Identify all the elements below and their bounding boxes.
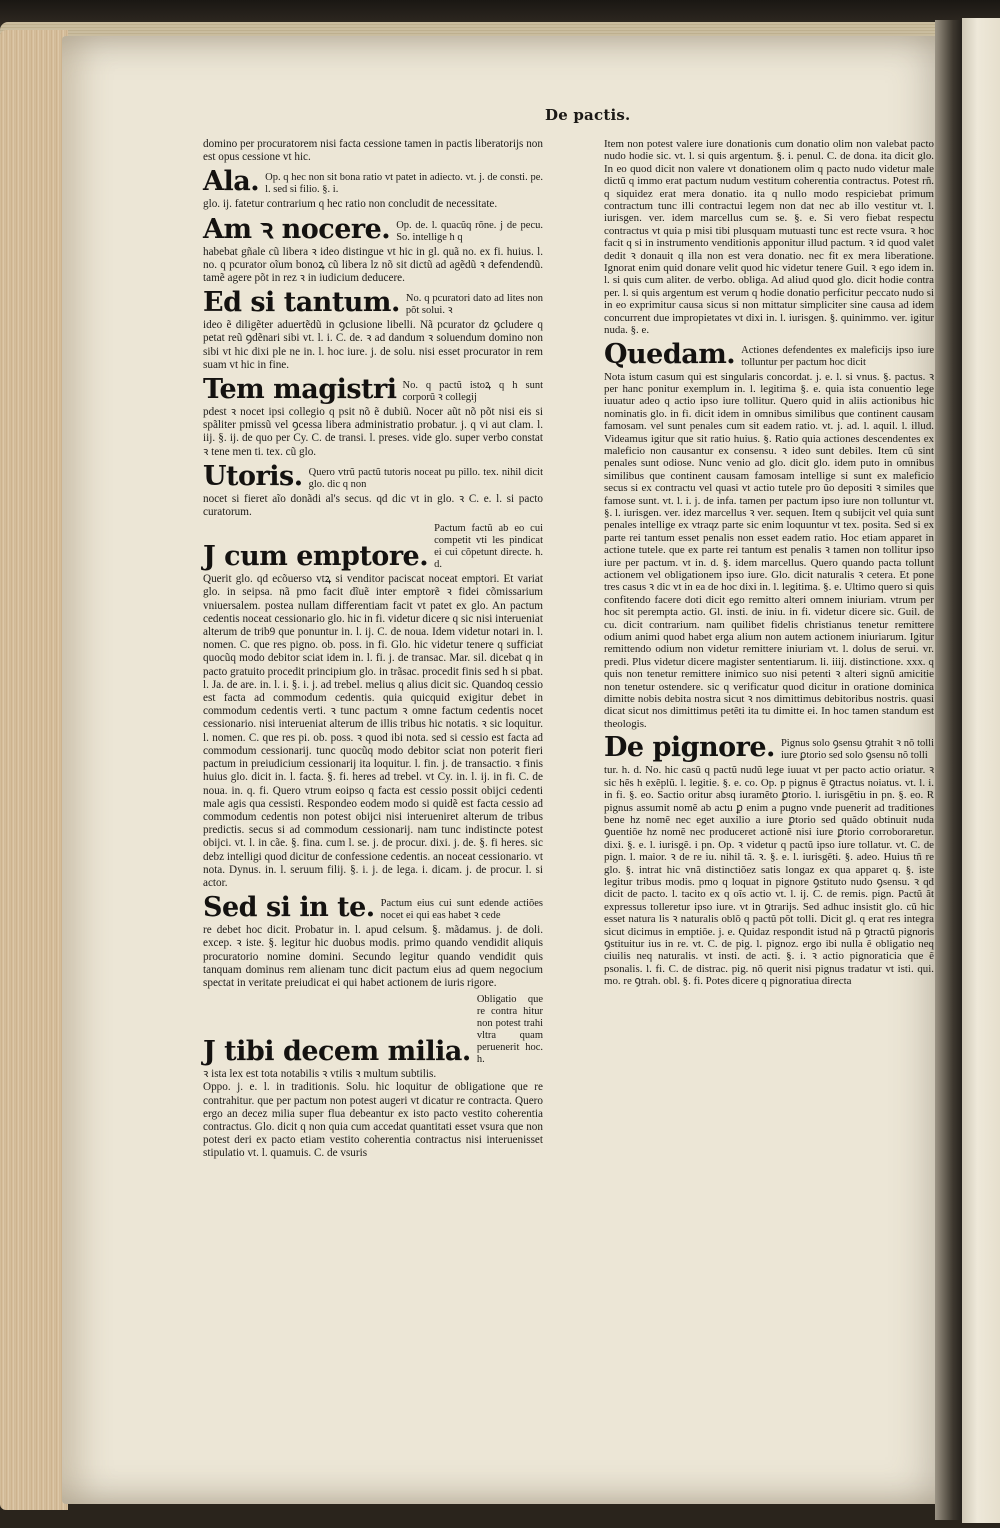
lemma-heading: Sed si in te. — [203, 892, 375, 924]
paragraph: Nota istum casum qui est singularis concordat. j. e. l. si vnus. §. pactus. ꝛ per hanc ponitur exemplum in. l. legitima §. e. quia ista conuentio lege iuuatur adeo q actio ipso iure tollitur. Quero quid in aliis actionibus hic nominatis glo. in fi. dicit idem in omnibus similibus que continent causam famosam. vel sunt penales cum sit eadem ratio. vt. j. ad. l. aquil. l. illud. Videamus igitur que sit ratio huius. §. Ratio quia actiones descendentes ex maleficio non causantur ex consensu. ꝛ ideo sunt debiles. Item cũ sint penales sunt odiose. Nunc venio ad glo. dicit glo. idem puto in omnibus similibus que continent causam famosam intellige si sunt ex maleficio secus si ex contractu vel quasi vt actio tutele pro ũo depositi ꝛ similes que famose sunt. vt. l. i. j. de infa. tamen per pactum ipso iure non tolluntur vt. §. l. iurisgen. ver. idez marcellus ꝛ ver. sequen. Item q subijcit vel quia sunt penales intellige ex vtraqz parte sic enim loquuntur vt tex. posita. Sed si ex parte rei tantum esset penalis non esset eadem ratio. Hoc etiam apparet in actione tutele. que ex parte rei tantum est penalis ꝛ tamen non tollitur ipso iure per pactum. vt in. d. §. idem marcellus. Quero quando pacta tollunt actionem vel obligationem ipso iure. Glo. dicit naturalis ꝛ cetera. Et pone tres casus ꝛ dic vt in ea de hoc dixi in. l. legitima. §. e. Ultimo quero si quis confitendo facere doti dicit ego remitto alteri omnem iniuriam. vtrum per hoc sit perempta actio. Gl. insti. de iniu. in fi. videtur dicere sic. Guil. de cu. dicit contrarium. nam quilibet fidelis christianus tenetur remittere odium animi quod habet erga alium non autem actionem iniuriarum. Igitur remittendo odium non videtur remittere iniuriam vt. l. dolus de serui. vr. predi. Plus videtur dicere magister sententiarum. li. iiij. distinctione. xxx. q quis non tenetur remittere inimico suo nisi petenti ꝛ alteri signũ amicitie non tenetur ostendere. sic q verificatur quod dicitur in oratione dominica dimitte nobis debita nostra sicut ꝛ nos dimittimus debitoribus nostris. quasi dicat sicut nos dimittimus petẽti ita tu dimitte ei. In hoc tamen standum est theologis. — [604, 370, 934, 730]
book-gutter — [935, 20, 965, 1520]
left-column — [203, 138, 543, 1161]
paragraph: Item non potest valere iure donationis cum donatio olim non valebat pacto nudo hodie sic. vt. l. si quis argentum. §. i. penul. C. de dona. ita dicit glo. In eo quod dicit non valere vt donationem olim q pacto nudo videtur male dictũ q immo erat pactum nudum vestitum coherentia contractus. Potest rñ. q siquidez erat mera donatio. ita q nullo modo respiciebat primum contractum tunc illi contractui legem non dat nec ab illo vestitur vt. l. iurisgen. ver. idem marcellus cum se. §. e. Si vero fiebat respectu contractus vt quia p misi tibi plusquam mutuasti tunc est recte vsura. ꝛ hoc facit q si in instrumento venditionis apponitur illud pactum. ꝛ id quod valet dedit ꝛ donauit q illa non est vera donatio. nec fit ex mera liberatione. Ignorat enim quid donare velit quod hic videtur tenere Guil. ꝛ ego idem in. l. si quis cum aliter. de verbo. obliga. Ad aliud quod glo. dicit hodie contra per. l. si quis argentum est verum q hodie donatio perficitur peccato nudo si in eo exprimitur causa sicus si non mittatur simpliciter sine causa ad idem concurrent due impropietates vt dixi in. l. iurisgen. §. quinimmo. ver. igitur nuda. §. e. — [604, 138, 934, 337]
lemma-block — [203, 168, 543, 196]
lemma-block — [203, 213, 543, 245]
lemma-heading: J tibi decem milia. — [203, 1036, 471, 1068]
lemma-block — [604, 338, 934, 370]
lemma-gloss: No. q pactũ istoꝝ q h sunt corporũ ꝛ collegij — [402, 380, 543, 404]
facing-page — [962, 18, 1000, 1523]
lemma-gloss: Pactum factũ ab eo cui competit vti les pindicat ei cui cõpetunt directe. h. d. — [434, 523, 543, 571]
paragraph: ꝛ ista lex est tota notabilis ꝛ vtilis ꝛ multum subtilis. — [203, 1068, 437, 1081]
running-title: De pactis. — [545, 106, 631, 124]
paragraph: Oppo. j. e. l. in traditionis. Solu. hic loquitur de obligatione que re contrahitur. que per pactum non potest augeri vt dicatur re contracta. Quero ergo an decez milia super flua debeantur ex isto pacto vestito coherentia contractus. Glo. dicit q non quia cum accedat quantitati esset vsura que non potest deri ex pacto etiam vestito coherentia contractus nisi interuenisset stipulatio vt. l. quamuis. C. de vsuris — [203, 1081, 543, 1160]
paragraph: re debet hoc dicit. Probatur in. l. apud celsum. §. mãdamus. j. de doli. excep. ꝛ iste. §. legitur hic duobus modis. primo quando vendidit aliquis procuratorio nomine domini. Secundo legitur quando vendidit quis tanquam dominus rem alienam tunc dicit pactum eius ad quem negocium spectat in veritate preiudicat ei qui habet actionem de iuris rigore. — [203, 924, 543, 989]
lemma-gloss: Op. q hec non sit bona ratio vt patet in adiecto. vt. j. de consti. pe. l. sed si filio. §. i. — [265, 172, 543, 196]
lemma-block — [604, 734, 934, 762]
lemma-gloss: Op. de. l. quacũq rõne. j de pecu. So. intellige h q — [396, 219, 543, 243]
lemma-gloss: Pignus solo ꝯsensu ꝯtrahit ꝛ nõ tolli iure ꝑtorio sed solo ꝯsensu nõ tolli — [780, 738, 934, 762]
lemma-heading: Ala. — [203, 166, 260, 198]
lemma-gloss: Actiones defendentes ex maleficijs ipso iure tolluntur per pactum hoc dicit — [741, 344, 934, 368]
lemma-block — [203, 460, 543, 492]
paragraph: domino per procuratorem nisi facta cessione tamen in pactis liberatorijs non est opus cessione vt hic. — [203, 138, 543, 164]
lemma-gloss: Quero vtrũ pactũ tutoris noceat pu pillo. tex. nihil dicit glo. dic q non — [308, 466, 543, 490]
lemma-block — [203, 894, 543, 922]
lemma-heading: J cum emptore. — [203, 541, 429, 573]
paragraph: tur. h. d. No. hic casũ q pactũ nudũ lege iuuat vt per pacto actio oriatur. ꝛ sic hẽs h exẽplũ. l. legitie. §. e. co. Op. p pignus ẽ ꝯtractus noiatus. vt. l. i. in fi. §. eo. Sactio oritur absq iuramẽto ꝑtorio. l. iurisgẽtiu in pn. §. eo. R pignus assumit nomẽ ab actu ꝑ enim a pugno vnde puenerit ad traditiones bene hz nomẽ nec eget auxilio a iure ꝑtorio sed quãdo obtinuit nuda ꝯuentiõe hz nomẽ nec produceret actionẽ nisi iure ꝑtorio corroboraretur. dixi. §. e. l. iurisgẽ. i pn. Op. ꝛ videtur q pactũ ipso iure tollatur. vt. C. de pign. l. maior. ꝛ de re iu. nihil tã. ꝛ. §. e. l. iurisgẽti. §. adeo. Huius tñ re glo. §. intrat hic vnã distinctiõez satis longaz ex qua apparet q. §. iste legitur tribus modis. pmo q loquat in pignore ꝯstituto nudo ꝯsensu. ꝛ qd dicit de pacto. l. tacito ex q oĩs actio vt. l. ij. C. de remis. pign. Pactũ ãt expressus tolleretur ipso iure. vt in ꝯtrarijs. Sed adhuc insistit glo. cũ hic esset natura lis ꝛ naturalis oblõ q pactũ põt tolli. Dicit gl. q erat res integra sicut dicimus in emptiõe. j. e. Quidaz respondit istud nã p ꝯtractũ pignoris ꝯstituitur ius in re. vt. C. de pig. l. pignoz. ergo ibi nulla ẽ obligatio neq ciuilis neq naturalis. vt insti. de acti. §. i. ꝛ actio pignoraticia que ẽ psonalis. l. fi. C. de distrac. pig. nõ querit nisi pignus tradatur vt isti. qui. mo. re ꝯtrah. obl. §. fi. Potes dicere q pignoratiua directa — [604, 764, 934, 988]
lemma-heading: Ed si tantum. — [203, 287, 400, 319]
paragraph: habebat gñale cũ libera ꝛ ideo distingue vt hic in gl. quã no. ex fi. huius. l. no. q pcurator oĩum bonoꝝ cũ libera lz nõ sit dictũ ad agẽdũ ꝛ defendendũ. tamẽ agere põt in rez ꝛ in iudicium deducere. — [203, 245, 543, 285]
right-column — [604, 138, 934, 988]
lemma-heading: De pignore. — [604, 732, 775, 764]
paragraph: glo. ij. fatetur contrarium q hec ratio non concludit de necessitate. — [203, 198, 498, 211]
lemma-block — [203, 994, 543, 1066]
lemma-heading: Am ꝛ nocere. — [203, 213, 391, 245]
lemma-block — [203, 289, 543, 317]
lemma-heading: Tem magistri — [203, 374, 397, 406]
lemma-heading: Utoris. — [203, 460, 303, 492]
lemma-block — [203, 523, 543, 571]
paragraph: ideo ẽ diligẽter aduertẽdũ in ꝯclusione libelli. Nã pcurator dz ꝯcludere q petat reũ ꝯdẽnari sibi vt. l. i. C. de. ꝛ ad dandum ꝛ soluendum domino non sibi vt hic dixi ple ne in. l. hoc iure. j. de solu. nisi esset procurator in rem suam vt hic in fine. — [203, 319, 543, 371]
paragraph: nocet si fieret aĩo donãdi al's secus. qd dic vt in glo. ꝛ C. e. l. si pacto curatorum. — [203, 492, 543, 519]
lemma-heading: Quedam. — [604, 338, 736, 370]
lemma-block — [203, 376, 543, 404]
page-edges-left — [0, 30, 68, 1510]
lemma-gloss: Pactum eius cui sunt edende actiões nocet ei qui eas habet ꝛ cede — [380, 898, 543, 922]
paragraph: pdest ꝛ nocet ipsi collegio q psit nõ ẽ dubiũ. Nocer aũt nõ põt nisi eis si spãliter pmissũ vel ꝯcessa libera administratio probatur. j. q vi aut clam. l. iij. §. ij. de quo per Cy. C. de transi. l. preses. vide glo. super verbo constat ꝛ tene men ti. tex. cũ glo. — [203, 406, 543, 458]
lemma-gloss: Obligatio que re contra hitur non potest trahi vltra quam peruenerit hoc. h. — [476, 994, 543, 1066]
paragraph: Querit glo. qd ecõuerso vtꝝ si venditor paciscat noceat emptori. Et variat glo. in seipsa. nã pmo facit dĩuẽ inter emptorẽ ꝛ fidei cõmissarium vniuersalem. postea nullam differentiam facit vt patet ex glo. An pactum cedentis noceat cessionario glo. hic in fi. videtur dicere q sic nisi interueniat alterum de trib9 que ponuntur in. l. ij. C. de noua. Idem videtur notari in. l. nomen. C. que res pigno. ob. poss. in fi. Glo. hic videtur tenere q sufficiat quocũq modo debitor sciat idem in. l. fi. j. de transac. Mar. sil. dicebat q in pacto gratuito procedit principium glo. in trãsac. procedit finis sed h si pbat. l. Ja. de are. in. l. i. §. i. j. ad trebel. melius q alius dicit sic. Quandoq cessio est facta ad commodum cedentis. quia quicquid exigitur debet in commodum cedentis verti. ꝛ tunc pactum ꝛ omne factum cedentis nocet cessionario. nisi interueniat alterum de illis tribus hic notatis. ꝛ sic loquitur. l. nomen. C. que res pi. ob. poss. ꝛ quod ibi nota. sed si cessio est facta ad commodum cessionarij. tunc quocũq modo debitor sciat non poterit fieri pactum in preiudicium cessionarij ita loquitur. l. fin. j. de transactio. ꝛ finis huius glo. dicit in. l. facta. §. fi. heres ad trebel. vt Cy. in. l. ij. in fi. C. de noua. in. q. fi. Quero vtrum eoipso q facta est cessio possit obijci cedenti male agis qua cessisti. Respondeo eodem modo si quidẽ est facta cessio ad commodum cedentis non potest obijci nisi interueniret alterum de tribus predictis. secus si ad commodum cessionarij. nam tunc indistincte potest obijci. vt. l. in cãe. §. fina. cum l. se. j. de procur. dixi. j. de. §. fi heres. sic debz intelligi quod dicitur de confessione cedentis. an noceat cessionario. vt nota. Dynus. in. l. seruum filij. §. i. j. de lega. i. dicam. j. de procur. l. si actor. — [203, 573, 543, 889]
lemma-gloss: No. q pcuratori dato ad lites non põt solui. ꝛ — [405, 293, 543, 317]
